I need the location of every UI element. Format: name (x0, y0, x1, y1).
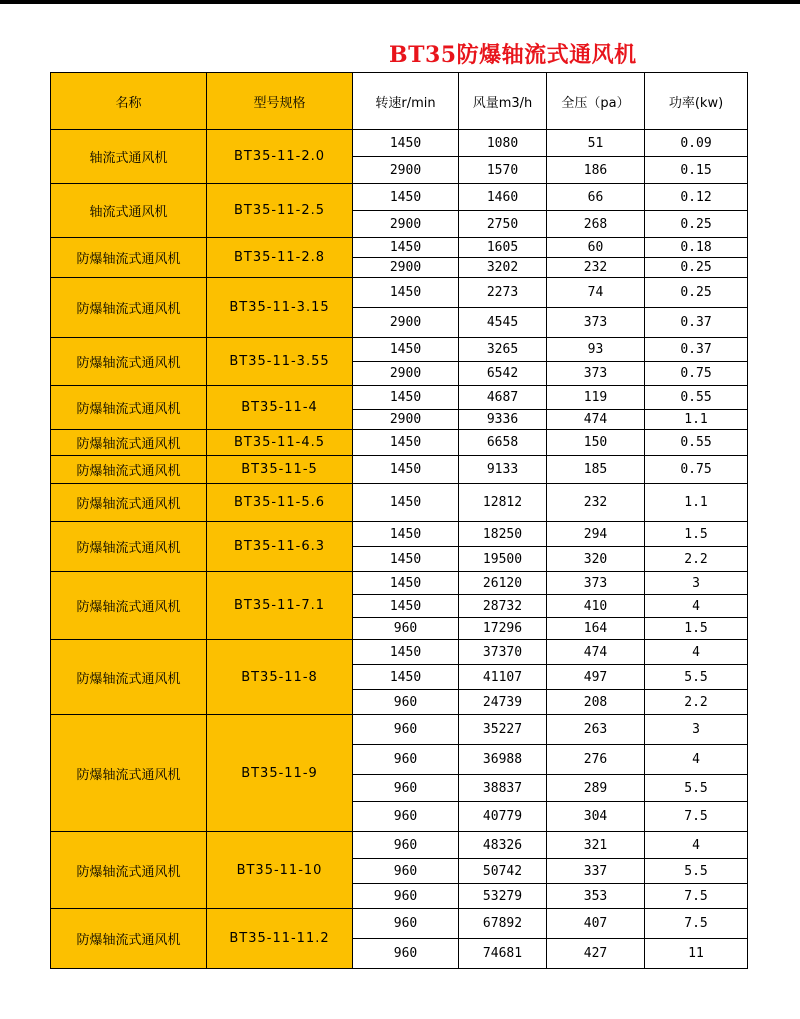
power-cell: 3 (645, 572, 748, 595)
pressure-cell: 66 (547, 184, 645, 211)
flow-cell: 37370 (459, 640, 547, 665)
table-row (51, 130, 748, 157)
flow-cell: 6542 (459, 362, 547, 386)
fan-name-cell: 防爆轴流式通风机 (51, 278, 207, 338)
power-cell: 0.25 (645, 278, 748, 308)
power-cell: 0.55 (645, 386, 748, 410)
fan-name-cell: 防爆轴流式通风机 (51, 338, 207, 386)
speed-cell: 1450 (353, 238, 459, 258)
model-cell: BT35-11-4 (207, 386, 353, 430)
pressure-cell: 474 (547, 410, 645, 430)
speed-cell: 1450 (353, 640, 459, 665)
pressure-cell: 232 (547, 258, 645, 278)
flow-cell: 9133 (459, 456, 547, 484)
table-row (51, 238, 748, 258)
flow-cell: 48326 (459, 832, 547, 859)
flow-cell: 4545 (459, 308, 547, 338)
fan-name-cell: 防爆轴流式通风机 (51, 715, 207, 832)
pressure-cell: 185 (547, 456, 645, 484)
header-flow: 风量m3/h (459, 73, 547, 130)
flow-cell: 74681 (459, 939, 547, 969)
table-row (51, 386, 748, 410)
speed-cell: 1450 (353, 386, 459, 410)
model-cell: BT35-11-7.1 (207, 572, 353, 640)
header-pressure: 全压（pa） (547, 73, 645, 130)
fan-name-cell: 防爆轴流式通风机 (51, 522, 207, 572)
speed-cell: 1450 (353, 456, 459, 484)
speed-cell: 1450 (353, 572, 459, 595)
power-cell: 1.5 (645, 522, 748, 547)
table-row (51, 484, 748, 522)
fan-name-cell: 防爆轴流式通风机 (51, 456, 207, 484)
flow-cell: 2750 (459, 211, 547, 238)
table-row (51, 338, 748, 362)
speed-cell: 2900 (353, 211, 459, 238)
spec-table (50, 72, 748, 969)
speed-cell: 960 (353, 690, 459, 715)
pressure-cell: 407 (547, 909, 645, 939)
model-cell: BT35-11-3.15 (207, 278, 353, 338)
power-cell: 0.55 (645, 430, 748, 456)
model-cell: BT35-11-2.5 (207, 184, 353, 238)
speed-cell: 2900 (353, 308, 459, 338)
flow-cell: 26120 (459, 572, 547, 595)
speed-cell: 1450 (353, 595, 459, 618)
power-cell: 2.2 (645, 547, 748, 572)
spec-table-body (51, 130, 748, 969)
fan-name-cell: 防爆轴流式通风机 (51, 484, 207, 522)
model-cell: BT35-11-4.5 (207, 430, 353, 456)
speed-cell: 1450 (353, 130, 459, 157)
pressure-cell: 337 (547, 859, 645, 884)
power-cell: 0.25 (645, 211, 748, 238)
table-row (51, 715, 748, 745)
speed-cell: 960 (353, 745, 459, 775)
header-power: 功率(kw) (645, 73, 748, 130)
pressure-cell: 373 (547, 362, 645, 386)
pressure-cell: 150 (547, 430, 645, 456)
flow-cell: 1080 (459, 130, 547, 157)
flow-cell: 40779 (459, 802, 547, 832)
pressure-cell: 353 (547, 884, 645, 909)
flow-cell: 24739 (459, 690, 547, 715)
speed-cell: 960 (353, 618, 459, 640)
model-cell: BT35-11-2.0 (207, 130, 353, 184)
flow-cell: 1570 (459, 157, 547, 184)
speed-cell: 1450 (353, 665, 459, 690)
pressure-cell: 208 (547, 690, 645, 715)
power-cell: 5.5 (645, 665, 748, 690)
power-cell: 4 (645, 745, 748, 775)
flow-cell: 41107 (459, 665, 547, 690)
flow-cell: 17296 (459, 618, 547, 640)
flow-cell: 4687 (459, 386, 547, 410)
speed-cell: 2900 (353, 362, 459, 386)
speed-cell: 960 (353, 909, 459, 939)
model-cell: BT35-11-11.2 (207, 909, 353, 969)
table-row (51, 456, 748, 484)
speed-cell: 960 (353, 859, 459, 884)
pressure-cell: 321 (547, 832, 645, 859)
speed-cell: 960 (353, 939, 459, 969)
table-row (51, 184, 748, 211)
table-row (51, 832, 748, 859)
fan-name-cell: 防爆轴流式通风机 (51, 909, 207, 969)
flow-cell: 2273 (459, 278, 547, 308)
flow-cell: 3202 (459, 258, 547, 278)
model-cell: BT35-11-5 (207, 456, 353, 484)
table-row (51, 430, 748, 456)
header-name: 名称 (51, 73, 207, 130)
fan-name-cell: 轴流式通风机 (51, 130, 207, 184)
power-cell: 0.37 (645, 308, 748, 338)
fan-name-cell: 防爆轴流式通风机 (51, 430, 207, 456)
pressure-cell: 320 (547, 547, 645, 572)
model-cell: BT35-11-5.6 (207, 484, 353, 522)
speed-cell: 1450 (353, 430, 459, 456)
flow-cell: 53279 (459, 884, 547, 909)
pressure-cell: 263 (547, 715, 645, 745)
power-cell: 2.2 (645, 690, 748, 715)
speed-cell: 1450 (353, 278, 459, 308)
power-cell: 0.25 (645, 258, 748, 278)
model-cell: BT35-11-10 (207, 832, 353, 909)
speed-cell: 1450 (353, 522, 459, 547)
pressure-cell: 304 (547, 802, 645, 832)
speed-cell: 1450 (353, 484, 459, 522)
power-cell: 4 (645, 595, 748, 618)
power-cell: 3 (645, 715, 748, 745)
speed-cell: 2900 (353, 410, 459, 430)
table-row (51, 572, 748, 595)
speed-cell: 960 (353, 884, 459, 909)
flow-cell: 28732 (459, 595, 547, 618)
table-row (51, 909, 748, 939)
speed-cell: 1450 (353, 184, 459, 211)
pressure-cell: 268 (547, 211, 645, 238)
power-cell: 11 (645, 939, 748, 969)
pressure-cell: 119 (547, 386, 645, 410)
flow-cell: 19500 (459, 547, 547, 572)
fan-name-cell: 防爆轴流式通风机 (51, 238, 207, 278)
pressure-cell: 373 (547, 308, 645, 338)
power-cell: 0.75 (645, 456, 748, 484)
model-cell: BT35-11-3.55 (207, 338, 353, 386)
flow-cell: 1460 (459, 184, 547, 211)
power-cell: 7.5 (645, 884, 748, 909)
flow-cell: 18250 (459, 522, 547, 547)
fan-name-cell: 轴流式通风机 (51, 184, 207, 238)
speed-cell: 960 (353, 802, 459, 832)
flow-cell: 50742 (459, 859, 547, 884)
flow-cell: 3265 (459, 338, 547, 362)
pressure-cell: 427 (547, 939, 645, 969)
header-row (51, 73, 748, 130)
pressure-cell: 410 (547, 595, 645, 618)
table-row (51, 278, 748, 308)
model-cell: BT35-11-2.8 (207, 238, 353, 278)
speed-cell: 2900 (353, 157, 459, 184)
power-cell: 0.75 (645, 362, 748, 386)
pressure-cell: 93 (547, 338, 645, 362)
pressure-cell: 186 (547, 157, 645, 184)
pressure-cell: 474 (547, 640, 645, 665)
fan-name-cell: 防爆轴流式通风机 (51, 386, 207, 430)
pressure-cell: 51 (547, 130, 645, 157)
header-model: 型号规格 (207, 73, 353, 130)
flow-cell: 67892 (459, 909, 547, 939)
power-cell: 5.5 (645, 775, 748, 802)
power-cell: 0.15 (645, 157, 748, 184)
model-cell: BT35-11-6.3 (207, 522, 353, 572)
pressure-cell: 276 (547, 745, 645, 775)
pressure-cell: 497 (547, 665, 645, 690)
pressure-cell: 232 (547, 484, 645, 522)
power-cell: 1.1 (645, 484, 748, 522)
power-cell: 0.18 (645, 238, 748, 258)
fan-name-cell: 防爆轴流式通风机 (51, 572, 207, 640)
flow-cell: 9336 (459, 410, 547, 430)
fan-name-cell: 防爆轴流式通风机 (51, 832, 207, 909)
power-cell: 1.5 (645, 618, 748, 640)
power-cell: 7.5 (645, 802, 748, 832)
pressure-cell: 164 (547, 618, 645, 640)
table-row (51, 640, 748, 665)
fan-name-cell: 防爆轴流式通风机 (51, 640, 207, 715)
pressure-cell: 294 (547, 522, 645, 547)
power-cell: 4 (645, 640, 748, 665)
speed-cell: 960 (353, 832, 459, 859)
pressure-cell: 74 (547, 278, 645, 308)
page-title: BT35防爆轴流式通风机 (389, 42, 637, 68)
flow-cell: 35227 (459, 715, 547, 745)
pressure-cell: 289 (547, 775, 645, 802)
power-cell: 7.5 (645, 909, 748, 939)
speed-cell: 960 (353, 775, 459, 802)
flow-cell: 6658 (459, 430, 547, 456)
power-cell: 5.5 (645, 859, 748, 884)
power-cell: 0.09 (645, 130, 748, 157)
flow-cell: 36988 (459, 745, 547, 775)
speed-cell: 960 (353, 715, 459, 745)
flow-cell: 1605 (459, 238, 547, 258)
pressure-cell: 60 (547, 238, 645, 258)
power-cell: 0.12 (645, 184, 748, 211)
top-rule (0, 0, 800, 4)
speed-cell: 1450 (353, 338, 459, 362)
power-cell: 0.37 (645, 338, 748, 362)
flow-cell: 38837 (459, 775, 547, 802)
pressure-cell: 373 (547, 572, 645, 595)
table-row (51, 522, 748, 547)
speed-cell: 2900 (353, 258, 459, 278)
flow-cell: 12812 (459, 484, 547, 522)
power-cell: 4 (645, 832, 748, 859)
power-cell: 1.1 (645, 410, 748, 430)
model-cell: BT35-11-8 (207, 640, 353, 715)
header-speed: 转速r/min (353, 73, 459, 130)
speed-cell: 1450 (353, 547, 459, 572)
model-cell: BT35-11-9 (207, 715, 353, 832)
